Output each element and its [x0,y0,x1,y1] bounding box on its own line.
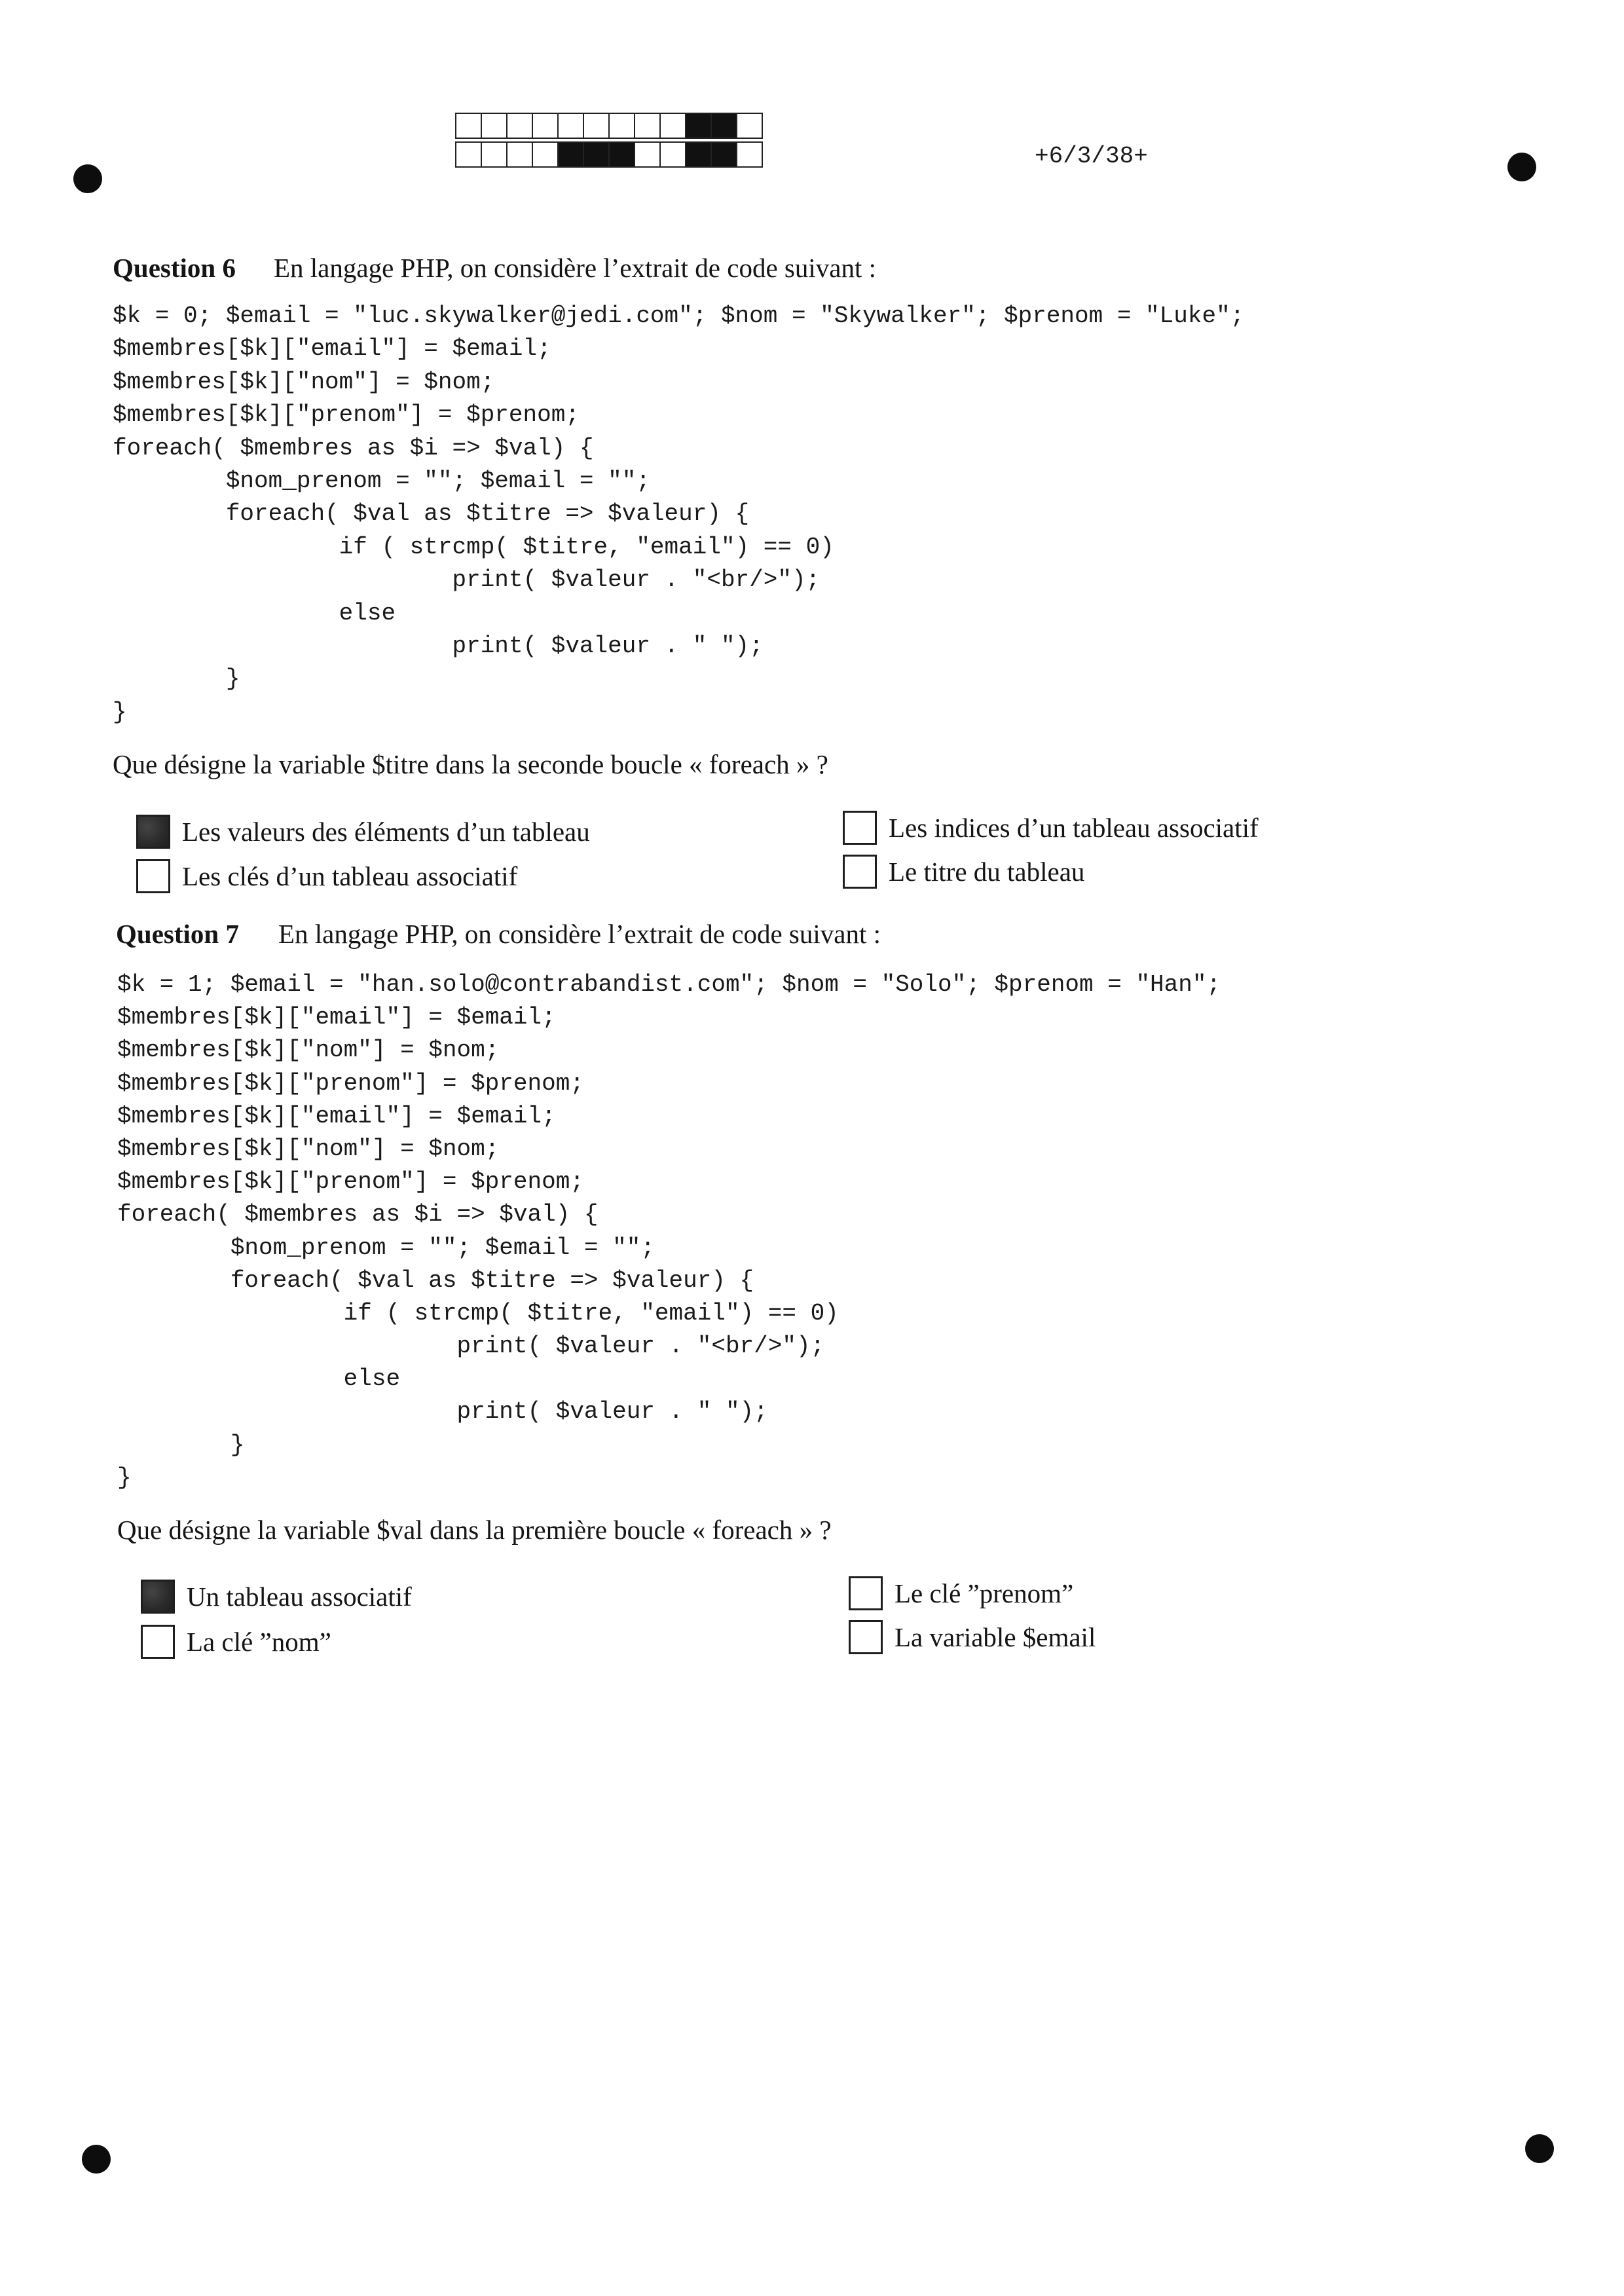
answer-label: La clé ”nom” [187,1627,331,1657]
id-code-cell [583,113,610,139]
code-line: $nom_prenom = ""; $email = ""; [117,1234,655,1261]
answer-option [849,1620,1096,1654]
code-line: $nom_prenom = ""; $email = ""; [113,467,650,494]
code-line: $membres[$k]["email"] = $email; [117,1004,556,1031]
answer-label: La variable $email [895,1622,1096,1652]
answer-checkbox[interactable] [843,855,877,889]
code-line: $membres[$k]["email"] = $email; [117,1102,556,1130]
answer-label: Les indices d’un tableau associatif [889,813,1259,843]
answer-label: Un tableau associatif [187,1582,412,1612]
id-code-cell [455,113,482,139]
answer-option [141,1625,331,1659]
question-label: Question 7 [116,919,239,949]
id-code-cell [685,141,712,168]
id-code-cell [608,141,635,168]
code-line: $membres[$k]["prenom"] = $prenom; [117,1168,584,1196]
id-code-cell [583,141,610,168]
id-code-cell [685,113,712,139]
code-line: print( $valeur . "<br/>"); [117,1333,825,1360]
id-code-cell [659,113,686,139]
id-code-cell [506,113,533,139]
answer-checkbox[interactable] [136,815,170,849]
answer-option [136,859,517,893]
id-code-cell [710,141,737,168]
id-code-cell [506,141,533,168]
code-line: } [117,1464,132,1491]
answer-checkbox[interactable] [843,811,877,845]
code-line: else [117,1365,401,1393]
code-line: } [117,1431,245,1458]
code-line: foreach( $val as $titre => $valeur) { [117,1267,754,1294]
answer-label: Le titre du tableau [889,857,1085,887]
code-line: $k = 0; $email = "luc.skywalker@jedi.com"; $nom = "Skywalker"; $prenom = "Luke"; [113,303,1245,329]
id-code-cell [634,113,661,139]
answer-checkbox[interactable] [849,1576,883,1610]
code-line: $membres[$k]["nom"] = $nom; [117,1135,500,1162]
question-intro: En langage PHP, on considère l’extrait de code suivant : [274,253,876,283]
code-line: $k = 1; $email = "han.solo@contrabandist.com"; $nom = "Solo"; $prenom = "Han"; [117,971,1221,998]
answer-label: Les valeurs des éléments d’un tableau [182,817,590,847]
answer-option [136,815,590,849]
code-line: if ( strcmp( $titre, "email") == 0) [113,533,834,561]
code-line: $membres[$k]["prenom"] = $prenom; [113,401,580,429]
answer-option [843,811,1259,845]
registration-mark-top-left [73,164,102,193]
answer-option [849,1576,1073,1610]
answer-checkbox[interactable] [849,1620,883,1654]
answer-option [141,1580,412,1614]
id-code-row-2 [455,141,763,168]
code-line: $membres[$k]["email"] = $email; [113,335,551,363]
code-line: print( $valeur . " "); [113,632,764,659]
question-intro: En langage PHP, on considère l’extrait de code suivant : [278,919,881,949]
id-code-row-1 [455,113,763,139]
question-prompt: Que désigne la variable $val dans la première boucle « foreach » ? [117,1515,832,1545]
code-line: print( $valeur . "<br/>"); [113,566,821,594]
code-line: foreach( $val as $titre => $valeur) { [113,500,750,528]
registration-mark-top-right [1507,153,1536,181]
id-code-cell [532,141,559,168]
id-code-cell [532,113,559,139]
id-code-cell [659,141,686,168]
id-code-cell [710,113,737,139]
code-block-q7 [117,969,1221,1494]
id-code-cell [455,141,482,168]
code-line: foreach( $membres as $i => $val) { [117,1201,599,1229]
page-number: +6/3/38+ [1035,143,1148,170]
id-code-cell [608,113,635,139]
answer-label: Le clé ”prenom” [895,1578,1074,1608]
id-code-cell [557,141,584,168]
id-code-cell [736,141,763,168]
answer-checkbox[interactable] [141,1625,175,1659]
registration-mark-bottom-right [1525,2134,1554,2163]
code-line: } [113,698,127,726]
id-code-cell [736,113,763,139]
answer-checkbox[interactable] [136,859,170,893]
question-7-header [116,917,239,950]
answer-label: Les clés d’un tableau associatif [182,861,518,891]
code-block-q6 [113,300,1244,729]
question-6-header [113,251,236,284]
code-line: } [113,665,240,693]
id-code-cell [481,141,507,168]
question-label: Question 6 [113,253,236,283]
code-line: print( $valeur . " "); [117,1398,768,1426]
id-code-cell [481,113,507,139]
answer-checkbox[interactable] [141,1580,175,1614]
id-code-cell [557,113,584,139]
id-code-cell [634,141,661,168]
code-line: foreach( $membres as $i => $val) { [113,434,594,462]
answer-option [843,855,1084,889]
code-line: else [113,599,396,627]
code-line: $membres[$k]["prenom"] = $prenom; [117,1069,584,1097]
registration-mark-bottom-left [82,2145,111,2174]
question-prompt: Que désigne la variable $titre dans la seconde boucle « foreach » ? [113,749,828,779]
code-line: $membres[$k]["nom"] = $nom; [113,368,495,396]
code-line: if ( strcmp( $titre, "email") == 0) [117,1299,839,1327]
code-line: $membres[$k]["nom"] = $nom; [117,1037,500,1064]
